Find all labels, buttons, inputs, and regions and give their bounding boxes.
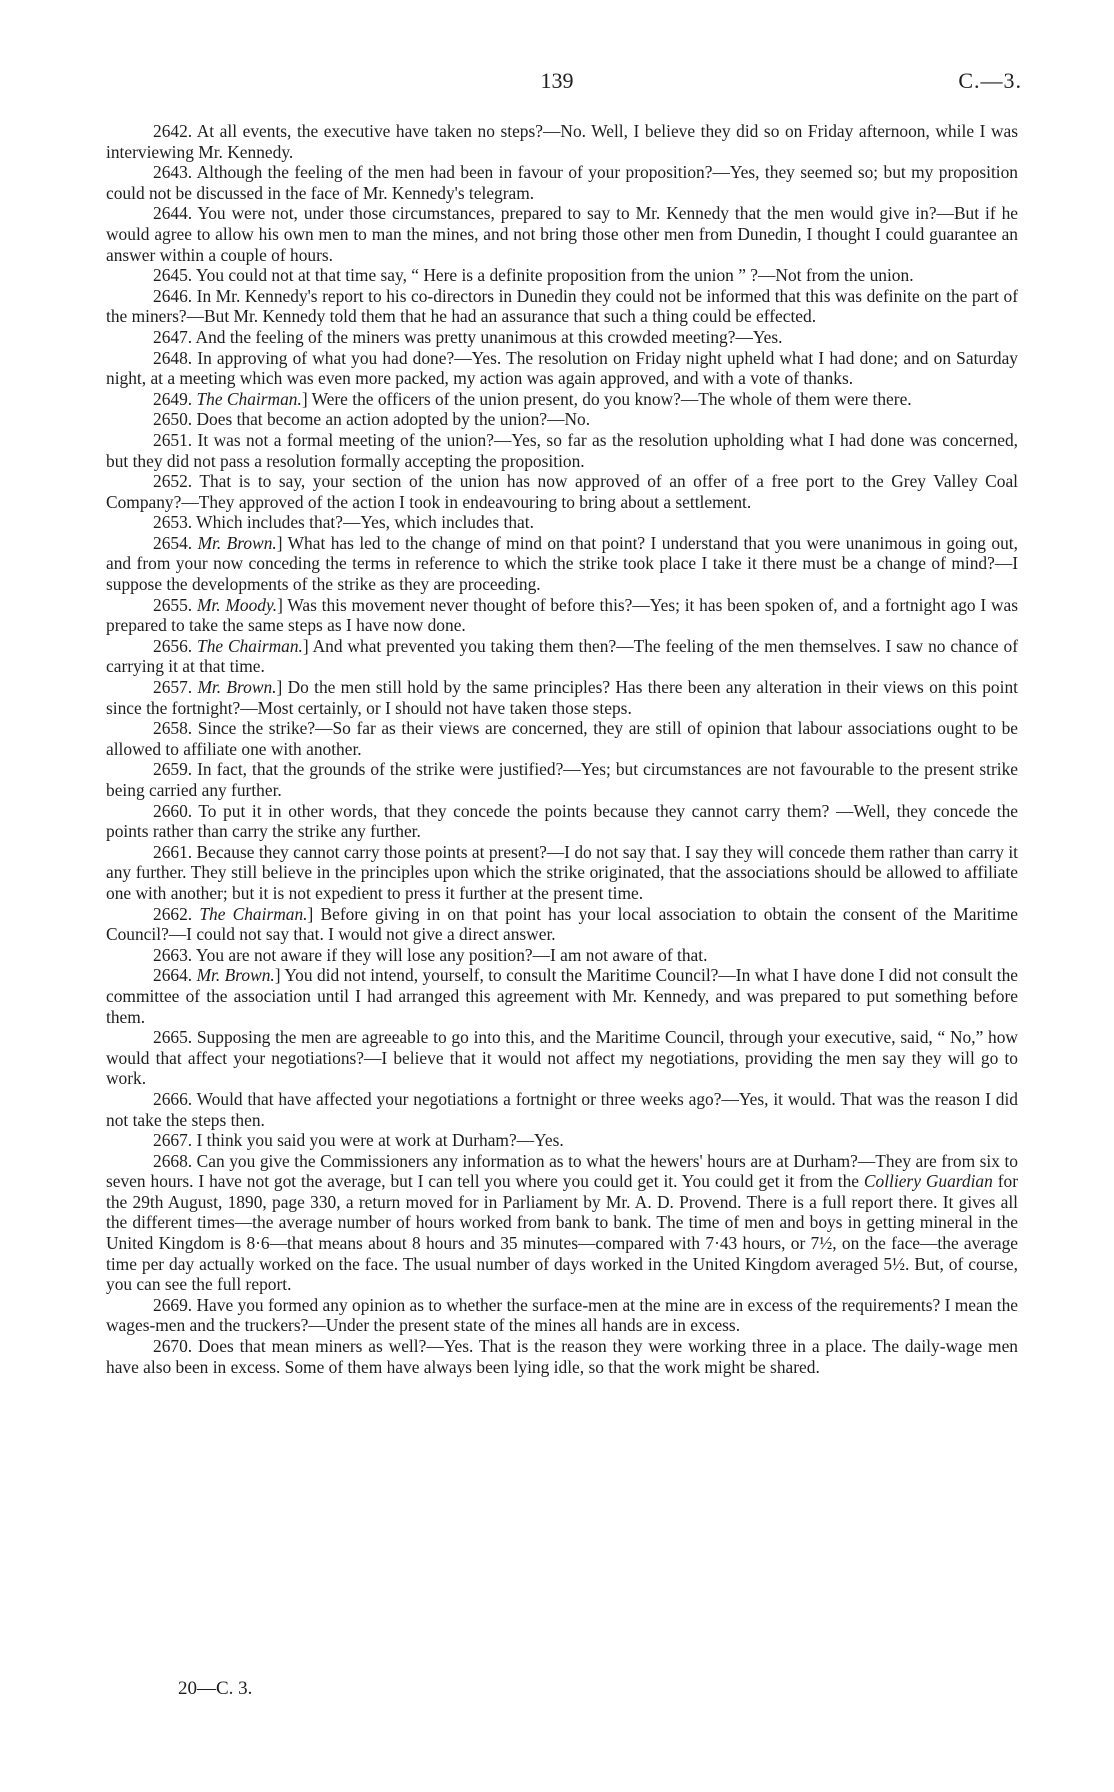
paragraph-text: 2643. Although the feeling of the men had been in favour of your proposition?—Yes, they seemed so; but my proposition could not be discussed in the face of Mr. Kennedy's telegram. [106,162,1018,203]
paragraph-2668 [106,1151,1018,1295]
paragraph-2663 [106,945,1018,966]
question-number: 2649. [153,388,193,409]
question-number: 2655. [153,594,193,615]
paragraph-text: 2669. Have you formed any opinion as to whether the surface-men at the mine are in excess of the requirements? I mean the wages-men and the truckers?—Under the present state of the mines all hands are in excess. [106,1294,1018,1336]
question-number: 2654. [153,532,193,553]
speaker-name: The Chairman. [199,903,308,924]
question-number: 2656. [153,635,193,656]
speaker-name: The Chairman. [196,388,302,409]
paragraph-2664 [106,965,1018,1027]
paragraph-2648 [106,348,1018,389]
paragraph-text: 2651. It was not a formal meeting of the union?—Yes, so far as the resolution upholding what I had done was concerned, but they did not pass a resolution formally accepting the proposition. [106,429,1018,471]
document-body [106,121,1018,1377]
document-code: C.—3. [958,68,1022,93]
paragraph-2659 [106,759,1018,800]
paragraph-text: 2645. You could not at that time say, “ Here is a definite proposition from the union ” ?—Not from the union. [153,265,914,286]
paragraph-2654 [106,533,1018,595]
signature-mark: 20—C. 3. [178,1678,253,1699]
paragraph-text: 2668. Can you give the Commissioners any information as to what the hewers' hours are at Durham?—They are from six to seven hours. I have not got the average, but I can tell you where you could get it. You could get it from the [106,1150,1018,1192]
paragraph-2657 [106,677,1018,718]
question-number: 2662. [153,903,193,924]
paragraph-2669 [106,1295,1018,1336]
question-number: 2657. [153,677,193,698]
paragraph-text: 2647. And the feeling of the miners was pretty unanimous at this crowded meeting?—Yes. [153,326,783,347]
paragraph-2660 [106,801,1018,842]
paragraph-text: ] And what prevented you taking them then?—The feeling of the men themselves. I saw no chance of carrying it at that time. [106,635,1018,677]
paragraph-text-continued: for the 29th August, 1890, page 330, a return moved for in Parliament by Mr. A. D. Provend. There is a full report there. It gives all the different times—the average number of hours worked from bank to bank. The time of men and boys in getting mineral in the United Kingdom is 8·6—that means about 8 hours and 35 minutes—compared with 7·43 hours, or 7½, on the face—the average time per day actually worked on the face. The usual number of days worked in the United Kingdom averaged 5½. But, of course, you can see the full report. [106,1171,1018,1295]
paragraph-2642 [106,121,1018,162]
question-number: 2664. [153,965,193,986]
speaker-name: Mr. Moody. [196,594,278,615]
paragraph-text: ] Was this movement never thought of before this?—Yes; it has been spoken of, and a fortnight ago I was prepared to take the same steps as I have now done. [106,594,1018,636]
paragraph-text: ] Were the officers of the union present, do you know?—The whole of them were there. [301,388,912,409]
paragraph-text: 2642. At all events, the executive have taken no steps?—No. Well, I believe they did so on Friday afternoon, while I was interviewing Mr. Kennedy. [106,121,1018,162]
paragraph-2652 [106,471,1018,512]
paragraph-2653 [106,512,1018,533]
paragraph-2646 [106,286,1018,327]
paragraph-2661 [106,842,1018,904]
paragraph-text: 2646. In Mr. Kennedy's report to his co-directors in Dunedin they could not be informed that this was definite on the part of the miners?—But Mr. Kennedy told them that he had an assurance that such a thing could be effected. [106,285,1018,327]
paragraph-2662 [106,904,1018,945]
speaker-name: Mr. Brown. [197,532,277,553]
paragraph-text: 2659. In fact, that the grounds of the strike were justified?—Yes; but circumstances are not favourable to the present strike being carried any further. [106,759,1018,800]
paragraph-2667 [106,1130,1018,1151]
paragraph-text: 2660. To put it in other words, that they concede the points because they cannot carry them? —Well, they concede the points rather than carry the strike any further. [106,800,1018,842]
paragraph-text: 2653. Which includes that?—Yes, which includes that. [153,512,534,533]
paragraph-2665 [106,1027,1018,1089]
speaker-name: Mr. Brown. [197,677,277,698]
paragraph-2656 [106,636,1018,677]
speaker-name: The Chairman. [197,635,303,656]
paragraph-text: ] What has led to the change of mind on that point? I understand that you were unanimous in going out, and from your now conceding the terms in reference to which the strike took place I take it there must be a change of mind?—I suppose the developments of the strike as they are proceeding. [106,532,1018,595]
publication-title: Colliery Guardian [863,1171,993,1192]
paragraph-2644 [106,203,1018,265]
paragraph-2651 [106,430,1018,471]
page-number: 139 [540,68,574,93]
paragraph-text: ] Do the men still hold by the same principles? Has there been any alteration in their views on this point since the fortnight?—Most certainly, or I should not have taken those steps. [106,677,1018,718]
paragraph-text: 2644. You were not, under those circumstances, prepared to say to Mr. Kennedy that the men would give in?—But if he would agree to allow his own men to man the mines, and not bring those other men from Dunedin, I thought I could guarantee an answer within a couple of hours. [106,203,1018,265]
paragraph-2645 [106,265,1018,286]
paragraph-2649 [106,389,1018,410]
paragraph-text: 2670. Does that mean miners as well?—Yes. That is the reason they were working three in a place. The daily-wage men have also been in excess. Some of them have always been lying idle, so that the work might be shared. [106,1336,1018,1377]
paragraph-text: 2665. Supposing the men are agreeable to go into this, and the Maritime Council, through your executive, said, “ No,” how would that affect your negotiations?—I believe that it would not affect my negotiations, providing the men say they will go to work. [106,1027,1018,1089]
paragraph-text: 2648. In approving of what you had done?—Yes. The resolution on Friday night upheld what I had done; and on Saturday night, at a meeting which was even more packed, my action was again approved, and with a vote of thanks. [106,347,1018,389]
paragraph-2658 [106,718,1018,759]
paragraph-text: ] You did not intend, yourself, to consult the Maritime Council?—In what I have done I did not consult the committee of the association until I had arranged this agreement with Mr. Kennedy, and was prepared to put something before them. [106,965,1018,1027]
paragraph-2643 [106,162,1018,203]
paragraph-text: 2650. Does that become an action adopted by the union?—No. [153,409,591,430]
paragraph-2670 [106,1336,1018,1377]
paragraph-2655 [106,595,1018,636]
paragraph-text: ] Before giving in on that point has your local association to obtain the consent of the Maritime Council?—I could not say that. I would not give a direct answer. [106,903,1018,945]
paragraph-text: 2652. That is to say, your section of the union has now approved of an offer of a free port to the Grey Valley Coal Company?—They approved of the action I took in endeavouring to bring about a settlement. [106,471,1018,512]
paragraph-2647 [106,327,1018,348]
paragraph-text: 2663. You are not aware if they will lose any position?—I am not aware of that. [153,944,708,965]
paragraph-text: 2658. Since the strike?—So far as their views are concerned, they are still of opinion that labour associations ought to be allowed to affiliate one with another. [106,718,1018,759]
paragraph-2650 [106,409,1018,430]
speaker-name: Mr. Brown. [196,965,275,986]
paragraph-text: 2661. Because they cannot carry those points at present?—I do not say that. I say they will concede them rather than carry it any further. They still believe in the principles upon which the strike originated, that the associations should be allowed to affiliate one with another; but it is not expedient to press it further at the present time. [106,841,1018,903]
paragraph-2666 [106,1089,1018,1130]
paragraph-text: 2666. Would that have affected your negotiations a fortnight or three weeks ago?—Yes, it would. That was the reason I did not take the steps then. [106,1088,1018,1130]
paragraph-text: 2667. I think you said you were at work at Durham?—Yes. [153,1130,564,1151]
